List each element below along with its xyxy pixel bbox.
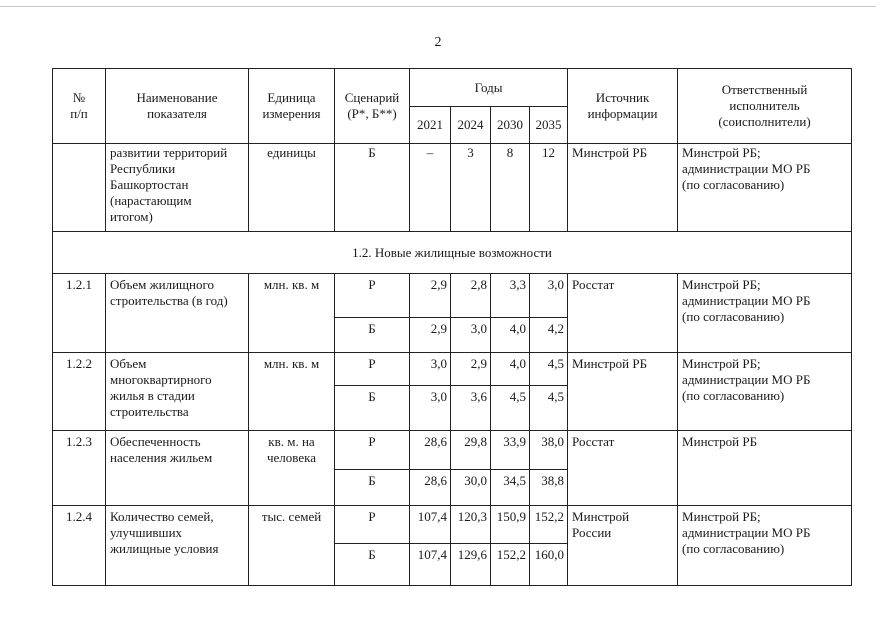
- value-cell: 2,9: [410, 318, 451, 353]
- scenario-cell: Р: [335, 506, 410, 544]
- cell-num: 1.2.2: [53, 353, 106, 431]
- indicator-name: Количество семей, улучшивших жилищные условия: [106, 506, 249, 586]
- value-cell: 4,0: [491, 353, 530, 386]
- scenario-cell: Б: [335, 386, 410, 431]
- source-cell: Минстрой РБ: [568, 144, 678, 232]
- scenario-cell: Б: [335, 144, 410, 232]
- value-cell: 3,3: [491, 274, 530, 318]
- value-cell: 2,9: [410, 274, 451, 318]
- table-row: [53, 274, 852, 318]
- value-cell: 3,0: [410, 353, 451, 386]
- value-cell: 160,0: [530, 544, 568, 586]
- value-cell: –: [410, 144, 451, 232]
- value-cell: 152,2: [491, 544, 530, 586]
- header-num: № п/п: [53, 69, 106, 144]
- value-cell: 2,9: [451, 353, 491, 386]
- value-cell: 107,4: [410, 506, 451, 544]
- scenario-cell: Б: [335, 544, 410, 586]
- value-cell: 2,8: [451, 274, 491, 318]
- header-scenario: Сценарий (Р*, Б**): [335, 69, 410, 144]
- value-cell: 3: [451, 144, 491, 232]
- page-top-edge: [0, 6, 876, 7]
- table-row: [53, 506, 852, 544]
- value-cell: 3,0: [410, 386, 451, 431]
- indicator-name: развитии территорий Республики Башкортостан (нарастающим итогом): [106, 144, 249, 232]
- source-cell: Росстат: [568, 431, 678, 506]
- indicator-name: Объем жилищного строительства (в год): [106, 274, 249, 353]
- header-name: Наименование показателя: [106, 69, 249, 144]
- page-number: 2: [434, 35, 442, 50]
- responsible-cell: Минстрой РБ; администрации МО РБ (по согласованию): [678, 144, 852, 232]
- header-year: 2030: [491, 107, 530, 144]
- value-cell: 34,5: [491, 470, 530, 506]
- value-cell: 38,0: [530, 431, 568, 470]
- value-cell: 29,8: [451, 431, 491, 470]
- header-unit: Единица измерения: [249, 69, 335, 144]
- unit-cell: млн. кв. м: [249, 353, 335, 431]
- header-year: 2021: [410, 107, 451, 144]
- value-cell: 150,9: [491, 506, 530, 544]
- table-row: [53, 431, 852, 470]
- cell-num: [53, 144, 106, 232]
- responsible-cell: Минстрой РБ; администрации МО РБ (по согласованию): [678, 353, 852, 431]
- value-cell: 8: [491, 144, 530, 232]
- value-cell: 120,3: [451, 506, 491, 544]
- value-cell: 4,5: [491, 386, 530, 431]
- value-cell: 3,6: [451, 386, 491, 431]
- source-cell: Минстрой РБ: [568, 353, 678, 431]
- scenario-cell: Б: [335, 318, 410, 353]
- value-cell: 4,0: [491, 318, 530, 353]
- unit-cell: млн. кв. м: [249, 274, 335, 353]
- header-years: Годы: [410, 69, 568, 107]
- value-cell: 4,5: [530, 353, 568, 386]
- value-cell: 3,0: [451, 318, 491, 353]
- source-cell: Минстрой России: [568, 506, 678, 586]
- unit-cell: кв. м. на человека: [249, 431, 335, 506]
- header-row-1: [53, 69, 852, 107]
- table-row: [53, 353, 852, 386]
- value-cell: 3,0: [530, 274, 568, 318]
- scenario-cell: Р: [335, 353, 410, 386]
- scenario-cell: Б: [335, 470, 410, 506]
- cell-num: 1.2.4: [53, 506, 106, 586]
- source-cell: Росстат: [568, 274, 678, 353]
- value-cell: 129,6: [451, 544, 491, 586]
- cell-num: 1.2.3: [53, 431, 106, 506]
- value-cell: 33,9: [491, 431, 530, 470]
- scenario-cell: Р: [335, 274, 410, 318]
- responsible-cell: Минстрой РБ: [678, 431, 852, 506]
- unit-cell: тыс. семей: [249, 506, 335, 586]
- value-cell: 38,8: [530, 470, 568, 506]
- responsible-cell: Минстрой РБ; администрации МО РБ (по согласованию): [678, 506, 852, 586]
- value-cell: 4,2: [530, 318, 568, 353]
- header-year: 2035: [530, 107, 568, 144]
- value-cell: 152,2: [530, 506, 568, 544]
- unit-cell: единицы: [249, 144, 335, 232]
- value-cell: 4,5: [530, 386, 568, 431]
- section-row: [53, 232, 852, 274]
- section-title: 1.2. Новые жилищные возможности: [53, 232, 852, 274]
- responsible-cell: Минстрой РБ; администрации МО РБ (по согласованию): [678, 274, 852, 353]
- value-cell: 28,6: [410, 431, 451, 470]
- header-year: 2024: [451, 107, 491, 144]
- header-source: Источник информации: [568, 69, 678, 144]
- value-cell: 107,4: [410, 544, 451, 586]
- indicators-table: [52, 68, 852, 586]
- indicator-name: Объем многоквартирного жилья в стадии строительства: [106, 353, 249, 431]
- header-responsible: Ответственный исполнитель (соисполнители): [678, 69, 852, 144]
- value-cell: 12: [530, 144, 568, 232]
- cell-num: 1.2.1: [53, 274, 106, 353]
- value-cell: 30,0: [451, 470, 491, 506]
- value-cell: 28,6: [410, 470, 451, 506]
- scenario-cell: Р: [335, 431, 410, 470]
- indicator-name: Обеспеченность населения жильем: [106, 431, 249, 506]
- carry-over-row: [53, 144, 852, 232]
